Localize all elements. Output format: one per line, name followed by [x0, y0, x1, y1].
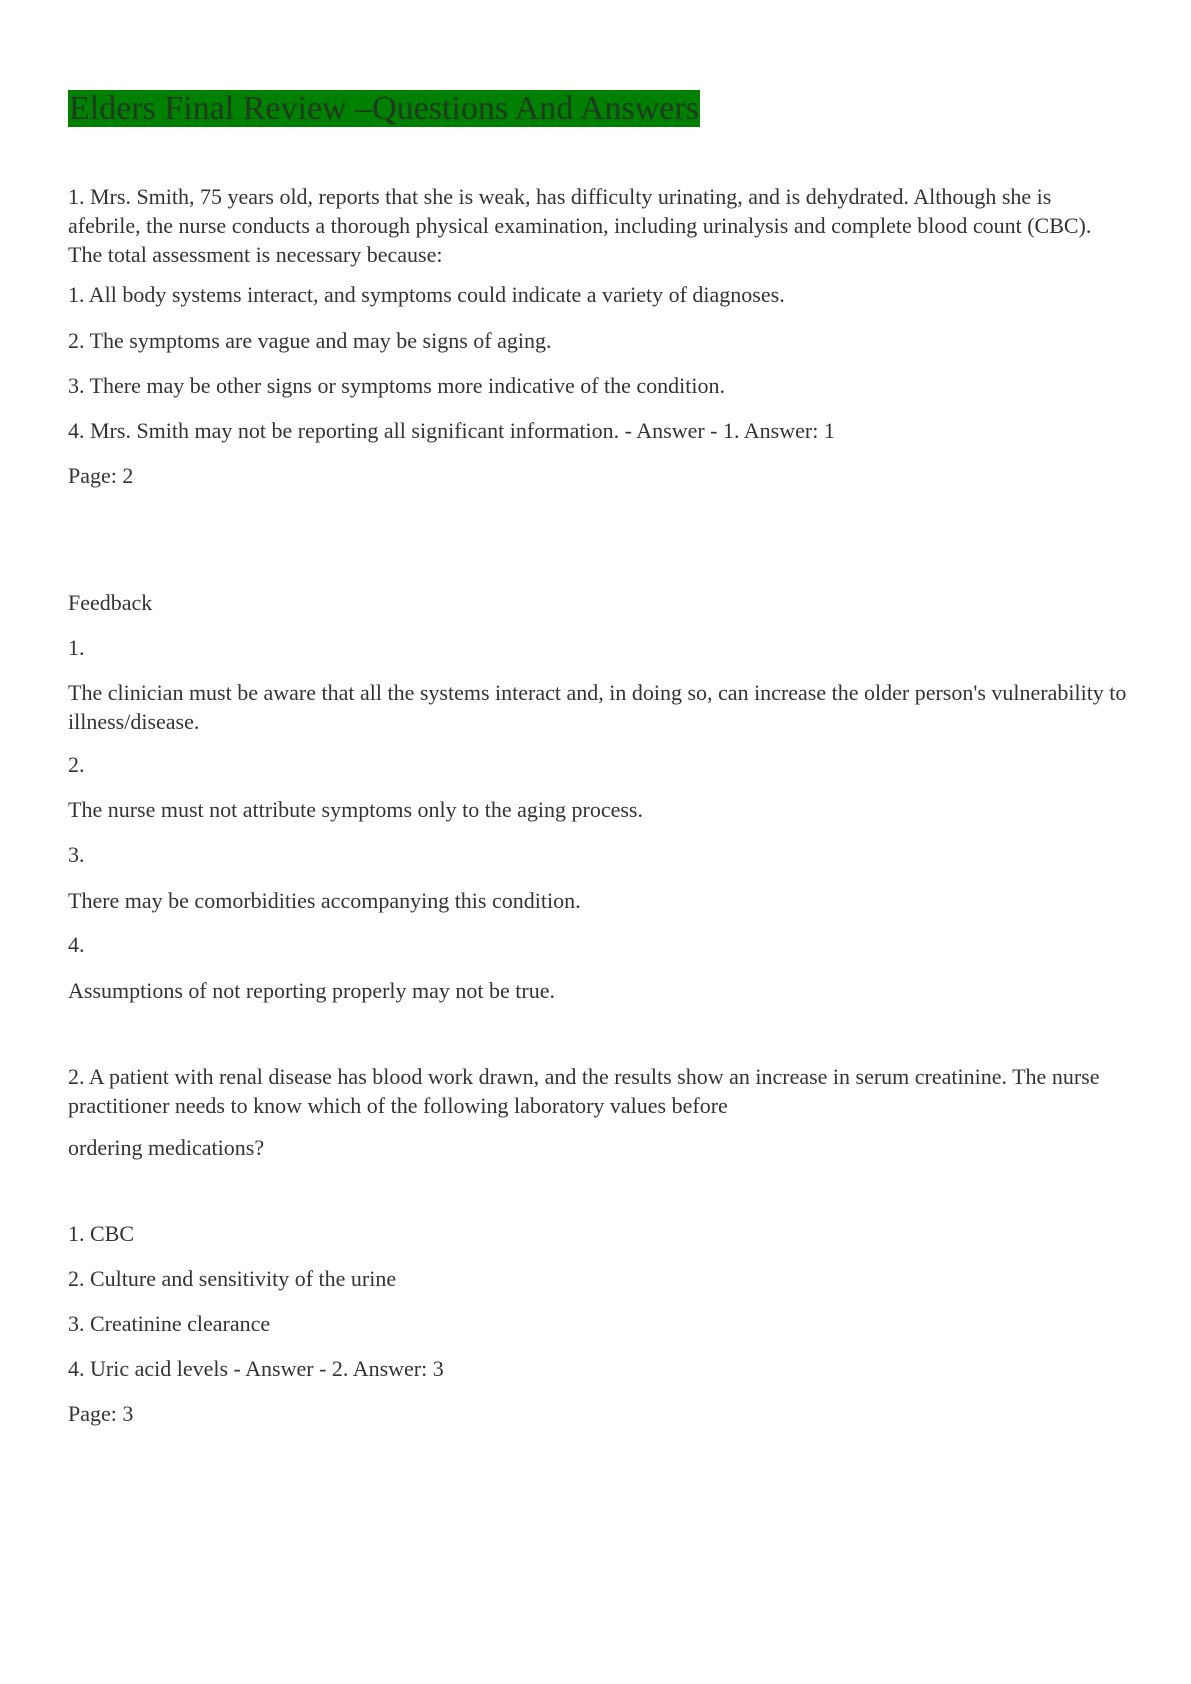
question-2-option-1: 1. CBC: [68, 1221, 135, 1246]
question-1-option-3: 3. There may be other signs or symptoms more indicative of the condition.: [68, 373, 726, 398]
question-1-option-2: 2. The symptoms are vague and may be signs of aging.: [68, 328, 552, 353]
feedback-4-number: 4.: [68, 932, 85, 957]
feedback-1-text: The clinician must be aware that all the systems interact and, in doing so, can increase the older person's vulnerability to illness/disease.: [68, 680, 1127, 734]
question-2-stem: 2. A patient with renal disease has blood work drawn, and the results show an increase in serum creatinine. The nurse practitioner needs to know which of the following laboratory values before: [68, 1064, 1100, 1118]
document-title: Elders Final Review –Questions And Answers: [69, 90, 699, 127]
feedback-1-number: 1.: [68, 635, 85, 660]
feedback-2-number: 2.: [68, 752, 85, 777]
question-2-option-4-answer: 4. Uric acid levels - Answer - 2. Answer: 3: [68, 1356, 444, 1381]
question-1-stem: 1. Mrs. Smith, 75 years old, reports that she is weak, has difficulty urinating, and is dehydrated. Although she is afebrile, the nurse conducts a thorough physical examination, including urinalysis and complete blood count (CBC). The total assessment is necessary because:: [68, 184, 1092, 267]
feedback-3-text: There may be comorbidities accompanying this condition.: [68, 888, 581, 913]
question-1-option-1: 1. All body systems interact, and symptoms could indicate a variety of diagnoses.: [68, 282, 785, 307]
question-2-option-2: 2. Culture and sensitivity of the urine: [68, 1266, 397, 1291]
feedback-2-text: The nurse must not attribute symptoms only to the aging process.: [68, 797, 643, 822]
question-2-page-ref: Page: 3: [68, 1401, 134, 1426]
feedback-4-text: Assumptions of not reporting properly may not be true.: [68, 978, 555, 1003]
question-2-stem-continued: ordering medications?: [68, 1135, 265, 1160]
feedback-heading: Feedback: [68, 590, 153, 615]
question-1-option-4-answer: 4. Mrs. Smith may not be reporting all significant information. - Answer - 1. Answer: 1: [68, 418, 835, 443]
question-1-page-ref: Page: 2: [68, 463, 134, 488]
question-2-option-3: 3. Creatinine clearance: [68, 1311, 271, 1336]
feedback-3-number: 3.: [68, 842, 85, 867]
